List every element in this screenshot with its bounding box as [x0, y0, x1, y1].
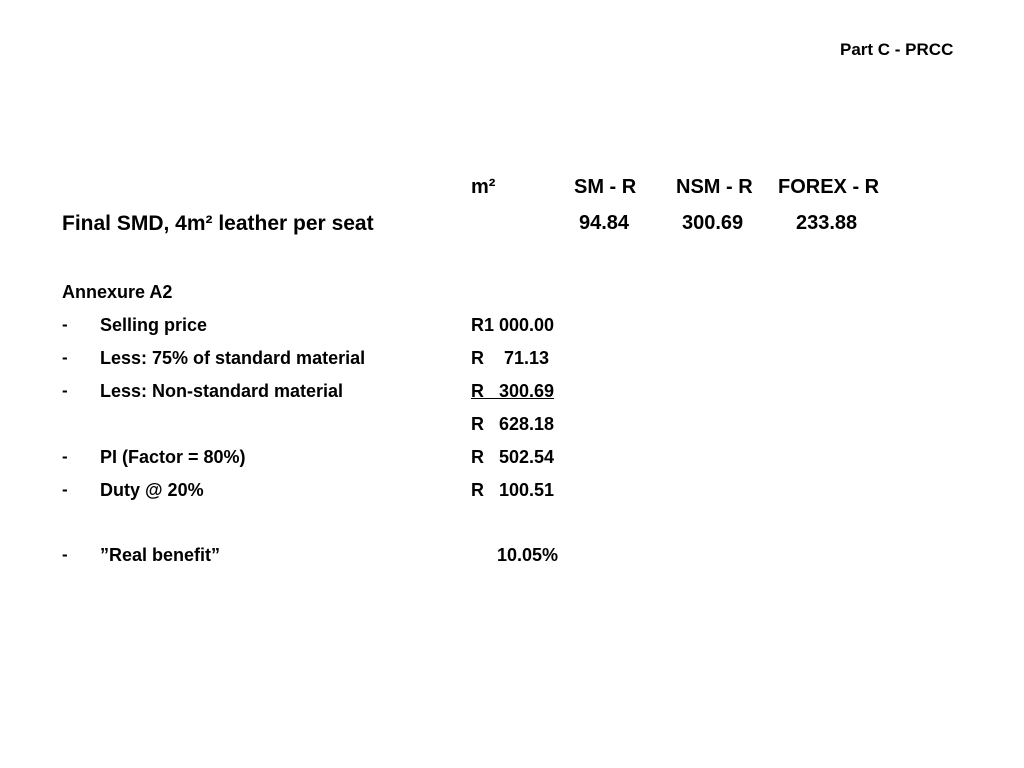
real-benefit-label: ”Real benefit” [100, 545, 221, 565]
smd-nsm-value: 300.69 [682, 212, 744, 234]
bullet-dash: - [62, 545, 68, 564]
smd-sm-value: 94.84 [579, 212, 630, 234]
pi-factor-label: PI (Factor = 80%) [100, 447, 246, 467]
column-header-nsm: NSM - R [676, 176, 753, 198]
standard-material-value: R 71.13 [471, 348, 550, 368]
pi-factor-value: R 502.54 [471, 447, 555, 467]
selling-price-value: R1 000.00 [471, 315, 555, 335]
duty-label: Duty @ 20% [100, 480, 204, 500]
smd-forex-value: 233.88 [796, 212, 858, 234]
bullet-dash: - [62, 480, 68, 499]
column-header-forex: FOREX - R [778, 176, 880, 198]
bullet-dash: - [62, 381, 68, 400]
non-standard-material-label: Less: Non-standard material [100, 381, 344, 401]
duty-value: R 100.51 [471, 480, 555, 500]
standard-material-label: Less: 75% of standard material [100, 348, 366, 368]
non-standard-material-value: R 300.69 [471, 381, 555, 401]
bullet-dash: - [62, 348, 68, 367]
bullet-dash: - [62, 315, 68, 334]
column-header-sm: SM - R [574, 176, 637, 198]
selling-price-label: Selling price [100, 315, 208, 335]
smd-label: Final SMD, 4m² leather per seat [62, 212, 374, 235]
real-benefit-value: 10.05% [497, 545, 559, 565]
subtotal-value: R 628.18 [471, 414, 555, 434]
page-title: Part C - PRCC [840, 40, 954, 59]
annexure-title: Annexure A2 [62, 282, 173, 302]
column-header-area: m² [471, 176, 496, 198]
bullet-dash: - [62, 447, 68, 466]
